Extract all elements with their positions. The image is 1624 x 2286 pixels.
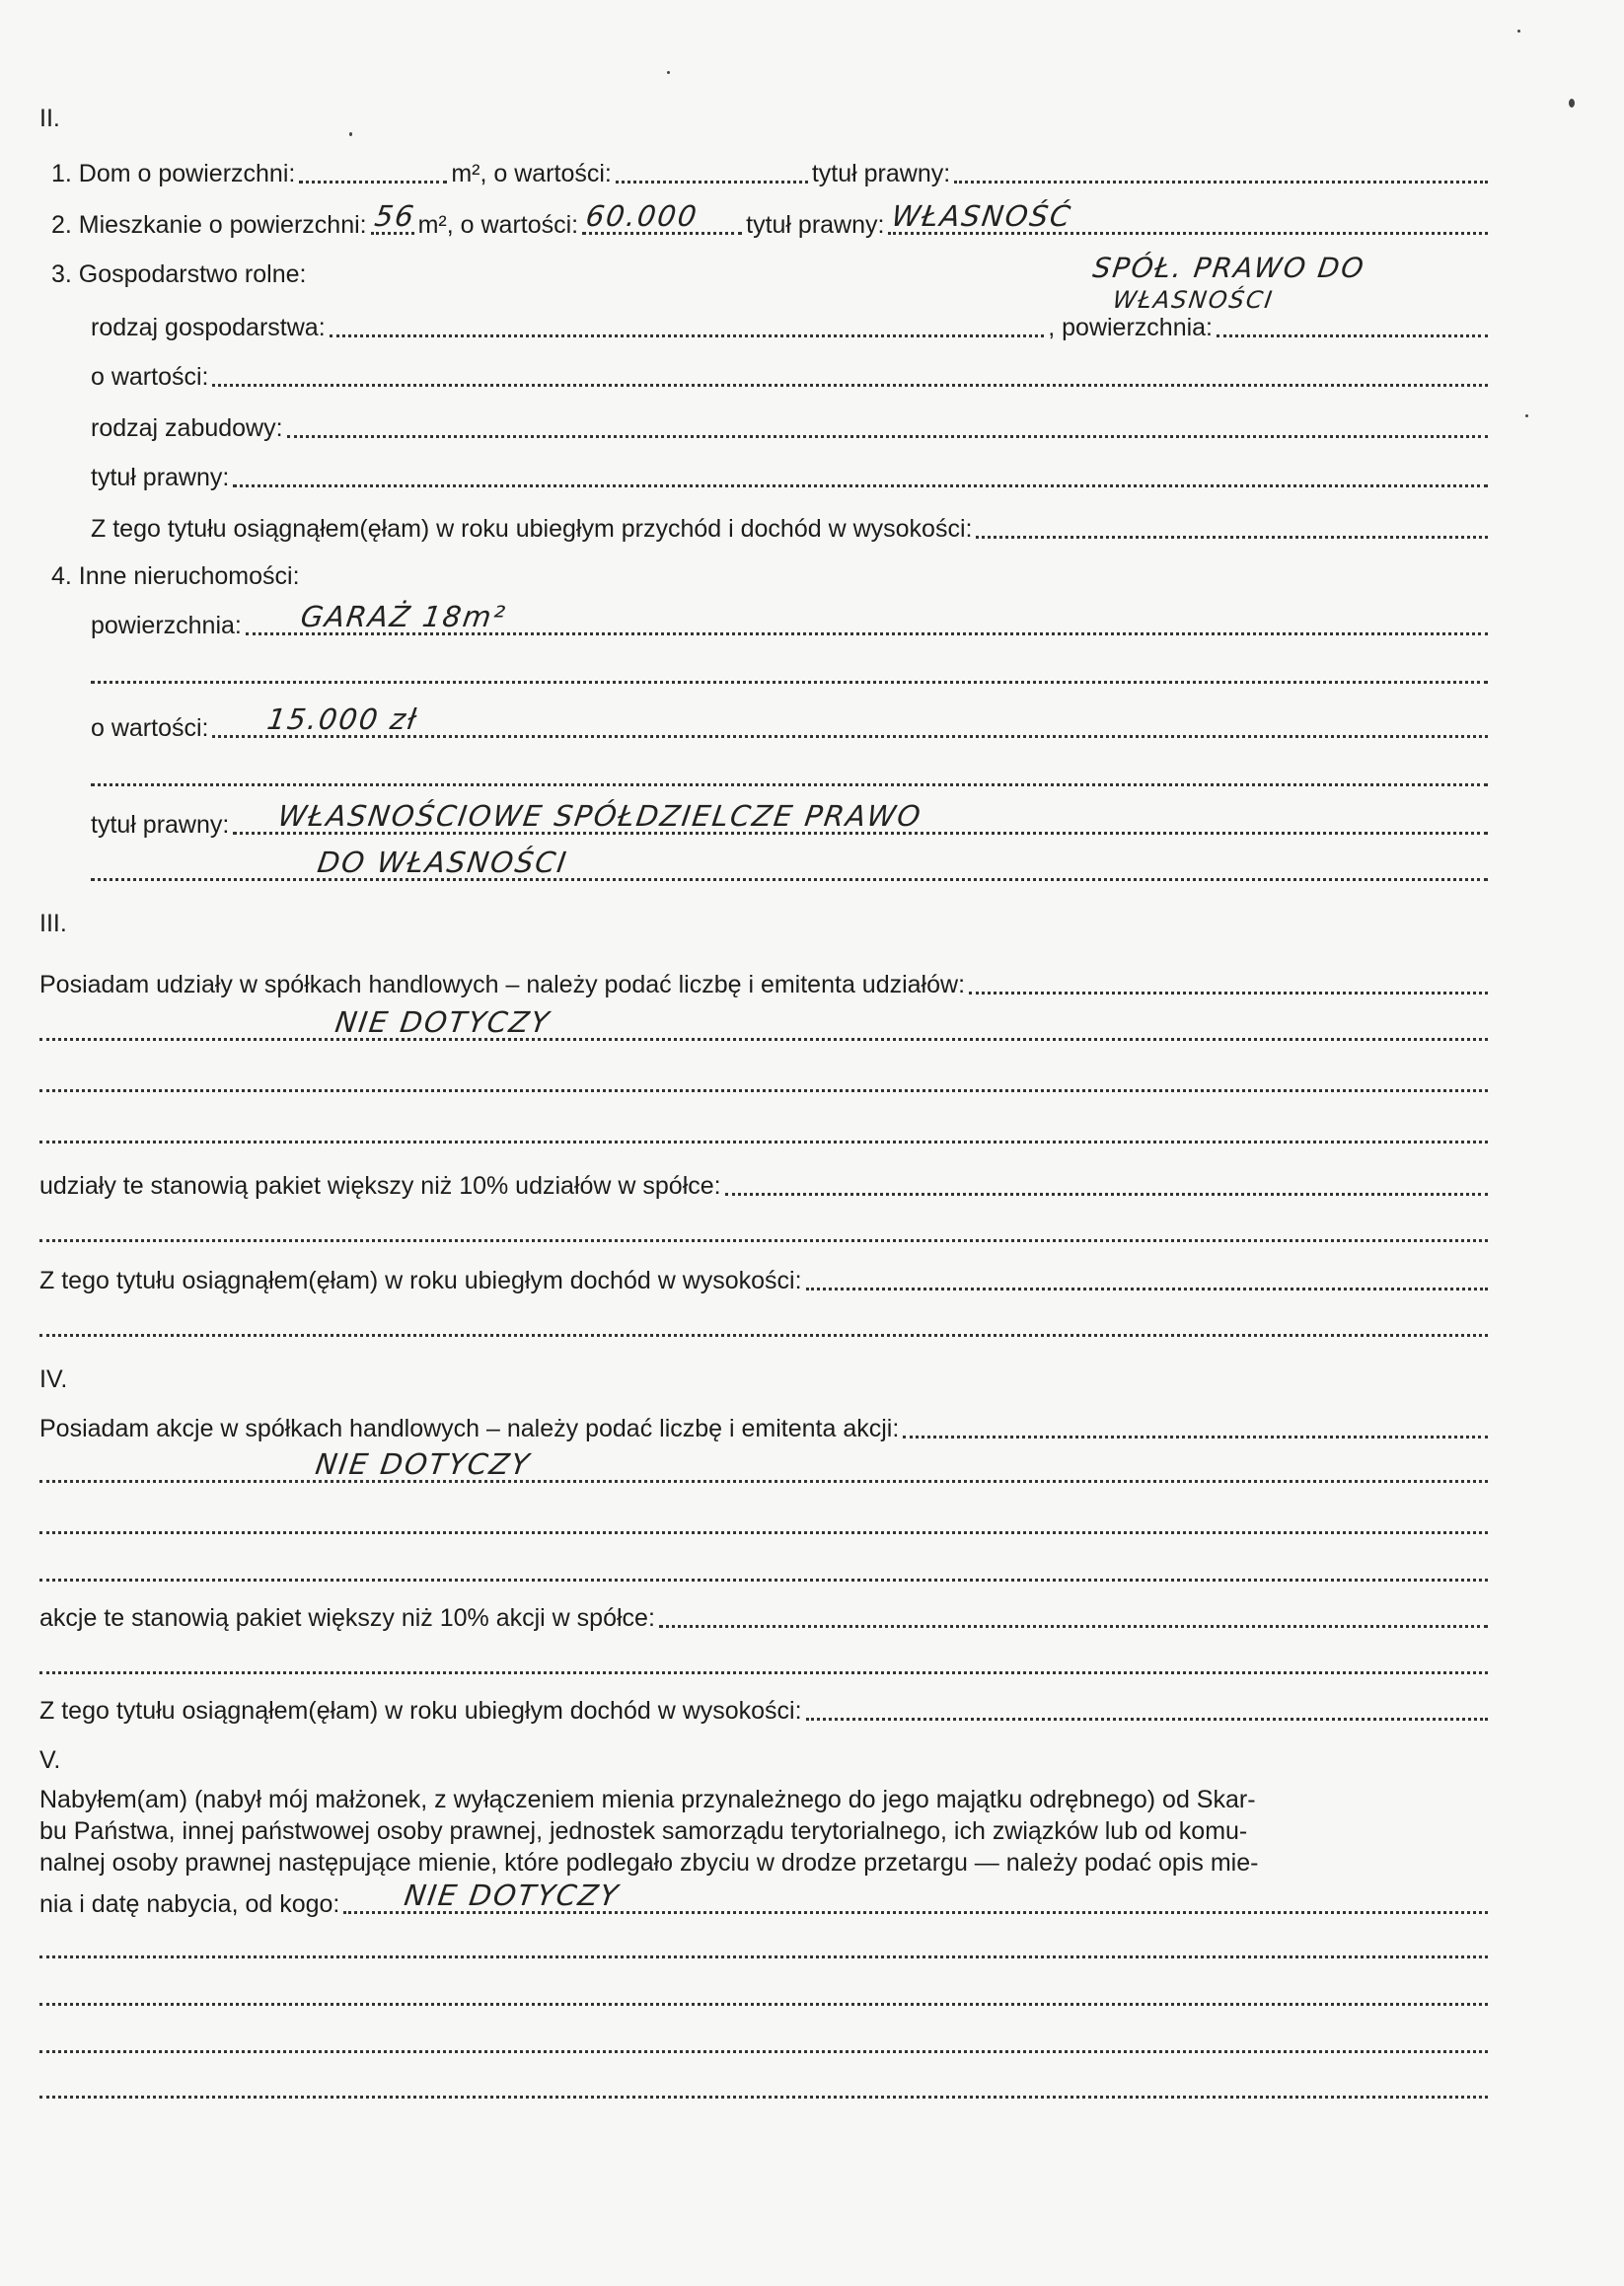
mienie-row [39,1879,1492,1920]
akcje-pakiet-row-2 [39,1650,1492,1680]
section-v-heading: V. [39,1746,61,1774]
zabudowa-field[interactable] [287,413,1488,438]
scan-speck [1525,414,1528,417]
gospodarstwo-wartosc-field[interactable] [212,362,1488,387]
akcje-row [39,1413,1492,1444]
gospodarstwo-tytul-label: tytuł prawny: [91,464,230,491]
mienie-text-line-4: nia i datę nabycia, od kogo: [39,1890,340,1918]
inne-label: 4. Inne nieruchomości: [51,562,300,590]
udzialy-row-4 [39,1119,1492,1149]
udzialy-row [39,969,1492,1000]
section-ii-heading: II. [39,105,60,132]
udzialy-dochod-row-2 [39,1312,1492,1343]
mienie-field[interactable] [343,1879,1488,1914]
gospodarstwo-przychod-label: Z tego tytułu osiągnąłem(ęłam) w roku ubiegłym przychód i dochód w wysokości: [91,515,973,543]
gospodarstwo-label: 3. Gospodarstwo rolne: [51,260,307,288]
gospodarstwo-przychod-row [91,513,1492,545]
udzialy-pakiet-field-2[interactable] [39,1217,1488,1242]
zabudowa-row [91,412,1492,444]
mienie-text-2 [39,1815,1492,1847]
inne-tytul-row-2 [91,846,1492,887]
inne-tytul-field-2[interactable] [91,846,1488,881]
mieszkanie-area-value: 56 [372,199,417,233]
inne-wartosc-field-2[interactable] [91,762,1488,786]
udzialy-dochod-label: Z tego tytułu osiągnąłem(ęłam) w roku ubiegłym dochód w wysokości: [39,1267,802,1294]
mienie-text-1 [39,1784,1492,1815]
mienie-row-4 [39,2028,1492,2059]
udzialy-field[interactable] [969,970,1488,995]
akcje-value: NIE DOTYCZY [313,1447,534,1481]
gospodarstwo-przychod-field[interactable] [976,514,1488,539]
mieszkanie-title-value: WŁASNOŚĆ [890,199,1075,233]
inne-tytul-value-2: DO WŁASNOŚCI [315,846,570,879]
akcje-field[interactable] [903,1414,1488,1438]
scan-speck [349,132,352,136]
akcje-label: Posiadam akcje w spółkach handlowych – należy podać liczbę i emitenta akcji: [39,1415,900,1442]
inne-powierzchnia-value: GARAŻ 18m² [298,600,509,633]
mienie-text-line-2: bu Państwa, innej państwowej osoby prawnej, jednostek samorządu terytorialnego, ich związków lub od komu- [39,1817,1248,1845]
akcje-row-4 [39,1557,1492,1587]
mienie-value: NIE DOTYCZY [403,1879,623,1912]
mienie-text-line-1: Nabyłem(am) (nabył mój małżonek, z wyłączeniem mienia przynależnego do jego majątku odrębnego) od Skar- [39,1786,1256,1813]
section-iv-heading: IV. [39,1365,68,1393]
dom-title-field[interactable] [954,159,1488,184]
rodzaj-gospodarstwa-label: rodzaj gospodarstwa: [91,314,326,341]
gospodarstwo-tytul-row [91,462,1492,493]
udzialy-dochod-field-2[interactable] [39,1312,1488,1337]
mienie-row-5 [39,2074,1492,2104]
akcje-dochod-field[interactable] [806,1696,1488,1721]
inne-wartosc-label: o wartości: [91,714,209,742]
inne-powierzchnia-label: powierzchnia: [91,612,242,639]
akcje-row-2 [39,1447,1492,1489]
akcje-pakiet-field[interactable] [659,1603,1488,1628]
mieszkanie-unit-label: m², o wartości: [417,211,579,239]
dom-title-label: tytuł prawny: [811,160,951,187]
gospodarstwo-wartosc-label: o wartości: [91,363,209,391]
gospodarstwo-tytul-field[interactable] [233,463,1488,487]
gospodarstwo-wartosc-row [91,361,1492,393]
inne-wartosc-row [91,702,1492,744]
gospodarstwo-powierzchnia-label: , powierzchnia: [1048,314,1213,341]
inne-wartosc-field[interactable] [212,702,1488,738]
inne-tytul-field[interactable] [233,799,1488,835]
mieszkanie-area-field[interactable] [371,199,417,235]
udzialy-pakiet-row [39,1170,1492,1202]
inne-powierzchnia-field[interactable] [246,600,1488,635]
mienie-field-3[interactable] [39,1981,1488,2006]
akcje-dochod-label: Z tego tytułu osiągnąłem(ęłam) w roku ubiegłym dochód w wysokości: [39,1697,802,1725]
mienie-text-line-3: nalnej osoby prawnej następujące mienie, które podlegało zbyciu w drodze przetargu — należy podać opis mie- [39,1849,1259,1877]
inne-row [51,560,1492,592]
inne-powierzchnia-field-2[interactable] [91,659,1488,684]
dom-label: 1. Dom o powierzchni: [51,160,296,187]
scan-speck [667,71,670,74]
zabudowa-label: rodzaj zabudowy: [91,414,283,442]
mieszkanie-title-label: tytuł prawny: [746,211,885,239]
udzialy-value: NIE DOTYCZY [332,1005,554,1039]
akcje-row-3 [39,1510,1492,1540]
gospodarstwo-note-1: SPÓŁ. PRAWO DO [1090,252,1367,284]
udzialy-row-2 [39,1005,1492,1047]
inne-tytul-label: tytuł prawny: [91,811,230,839]
mieszkanie-row [51,199,1492,241]
inne-tytul-row [91,799,1492,841]
gospodarstwo-powierzchnia-field[interactable] [1217,313,1488,337]
mieszkanie-value-field[interactable] [582,199,742,235]
scan-speck [1569,99,1575,108]
akcje-pakiet-field-2[interactable] [39,1650,1488,1674]
mieszkanie-label: 2. Mieszkanie o powierzchni: [51,211,367,239]
gospodarstwo-note-2: WŁASNOŚCI [1111,286,1276,314]
dom-row [51,158,1492,189]
mienie-field-5[interactable] [39,2074,1488,2099]
mienie-row-2 [39,1934,1492,1964]
akcje-field-3[interactable] [39,1510,1488,1534]
udzialy-field-4[interactable] [39,1119,1488,1143]
rodzaj-gospodarstwa-row [91,312,1492,343]
akcje-pakiet-label: akcje te stanowią pakiet większy niż 10% akcji w spółce: [39,1604,655,1632]
udzialy-dochod-row [39,1265,1492,1296]
scan-speck [1517,30,1520,33]
dom-area-field[interactable] [299,159,447,184]
udzialy-field-3[interactable] [39,1068,1488,1092]
mienie-field-2[interactable] [39,1934,1488,1958]
inne-powierzchnia-row [91,600,1492,641]
rodzaj-gospodarstwa-field[interactable] [330,313,1045,337]
inne-tytul-value-1: WŁASNOŚCIOWE SPÓŁDZIELCZE PRAWO [275,799,925,833]
udzialy-pakiet-field[interactable] [725,1171,1488,1196]
mienie-field-4[interactable] [39,2028,1488,2053]
akcje-field-4[interactable] [39,1557,1488,1582]
dom-value-field[interactable] [616,159,808,184]
udzialy-pakiet-row-2 [39,1217,1492,1248]
mienie-text-3 [39,1847,1492,1879]
section-iii-heading: III. [39,910,67,937]
akcje-dochod-row [39,1695,1492,1727]
inne-powierzchnia-row-2 [91,659,1492,690]
akcje-field-2[interactable] [39,1447,1488,1483]
inne-wartosc-row-2 [91,762,1492,792]
mieszkanie-value: 60.000 [583,199,701,233]
mienie-row-3 [39,1981,1492,2012]
udzialy-pakiet-label: udziały te stanowią pakiet większy niż 10% udziałów w spółce: [39,1172,721,1200]
akcje-pakiet-row [39,1602,1492,1634]
udzialy-row-3 [39,1068,1492,1098]
mieszkanie-title-field[interactable] [888,199,1488,235]
udzialy-field-2[interactable] [39,1005,1488,1041]
udzialy-dochod-field[interactable] [806,1266,1488,1290]
inne-wartosc-value: 15.000 zł [265,702,421,736]
dom-unit-label: m², o wartości: [451,160,612,187]
udzialy-label: Posiadam udziały w spółkach handlowych – należy podać liczbę i emitenta udziałów: [39,971,966,998]
